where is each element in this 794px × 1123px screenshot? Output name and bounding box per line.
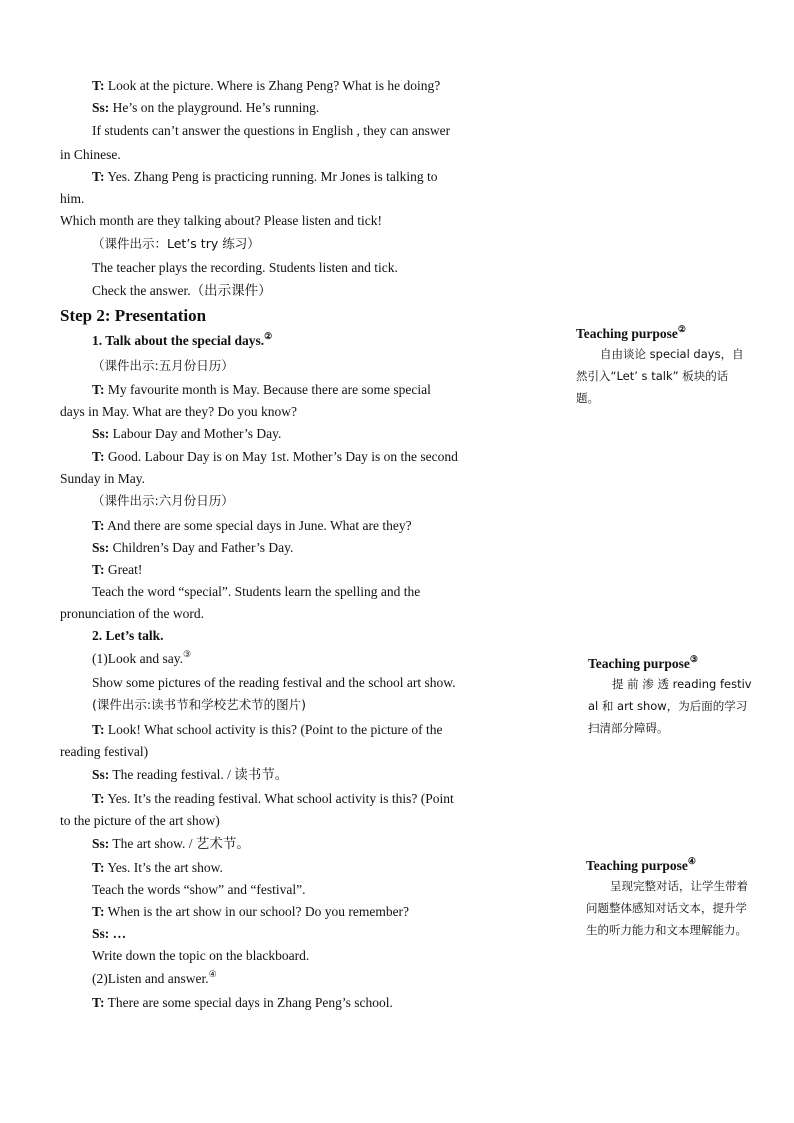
text-line: him. [60,191,85,206]
subheading: 2. Let’s talk. [92,628,164,643]
text-line: pronunciation of the word. [60,606,204,621]
teaching-purpose-note [576,325,748,409]
dialogue-line: T: And there are some special days in June. What are they? [92,518,412,533]
dialogue-line: Ss: The art show. / 艺术节。 [92,836,250,851]
text-line: Sunday in May. [60,471,145,486]
text-line: days in May. What are they? Do you know? [60,404,297,419]
note-title: Teaching purpose② [576,324,686,341]
text-line: Teach the word “special”. Students learn the spelling and the [92,584,421,599]
dialogue-line: T: Look at the picture. Where is Zhang Peng? What is he doing? [92,78,441,93]
dialogue-line: T: Great! [92,562,143,577]
dialogue-line: T: Yes. It’s the reading festival. What school activity is this? (Point [92,791,454,806]
text-line: (2)Listen and answer.④ [92,969,217,986]
dialogue-line: Ss: … [92,926,127,941]
dialogue-line: T: My favourite month is May. Because there are some special [92,382,431,397]
note-text: 呈现完整对话，让学生带着问题整体感知对话文本，提升学生的听力能力和文本理解能力。 [586,879,748,937]
dialogue-line: T: When is the art show in our school? Do you remember? [92,904,410,919]
text-line: Show some pictures of the reading festival and the school art show. [92,675,456,690]
dialogue-line: Ss: Children’s Day and Father’s Day. [92,540,294,555]
text-line: to the picture of the art show) [60,813,220,828]
text-line: reading festival) [60,744,149,759]
dialogue-line: Ss: He’s on the playground. He’s running. [92,100,320,115]
text-line: The teacher plays the recording. Students listen and tick. [92,260,398,275]
teaching-purpose-note [586,857,754,941]
note-title: Teaching purpose④ [586,856,696,873]
dialogue-line: T: Good. Labour Day is on May 1st. Mother’s Day is on the second [92,449,458,464]
dialogue-line: T: Yes. Zhang Peng is practicing running. Mr Jones is talking to [92,169,438,184]
text-line: Write down the topic on the blackboard. [92,948,310,963]
courseware-note: (课件出示:读书节和学校艺术节的图片) [92,697,306,712]
text-line: in Chinese. [60,147,121,162]
step-heading: Step 2: Presentation [60,306,207,325]
text-line: Check the answer.（出示课件） [92,283,272,298]
teaching-purpose-note [588,655,754,739]
note-text: 自由谈论 special days，自然引入“Let’ s talk” 板块的话题。 [576,347,744,405]
note-text: 提 前 渗 透 reading festival 和 art show，为后面的学习扫清部分障碍。 [588,677,752,735]
courseware-note: （课件出示:五月份日历） [92,358,234,373]
courseware-note: （课件出示：Let’s try 练习） [92,236,260,251]
dialogue-line: T: There are some special days in Zhang Peng’s school. [92,995,393,1010]
dialogue-line: T: Look! What school activity is this? (Point to the picture of the [92,722,443,737]
note-title: Teaching purpose③ [588,654,698,671]
dialogue-line: T: Yes. It’s the art show. [92,860,223,875]
dialogue-line: Ss: Labour Day and Mother’s Day. [92,426,282,441]
courseware-note: （课件出示:六月份日历） [92,493,234,508]
text-line: Teach the words “show” and “festival”. [92,882,306,897]
subheading: 1. Talk about the special days.② [92,331,273,348]
text-line: If students can’t answer the questions in English , they can answer [92,123,451,138]
dialogue-line: Ss: The reading festival. / 读书节。 [92,767,289,782]
text-line: (1)Look and say.③ [92,649,192,666]
text-line: Which month are they talking about? Please listen and tick! [60,213,383,228]
